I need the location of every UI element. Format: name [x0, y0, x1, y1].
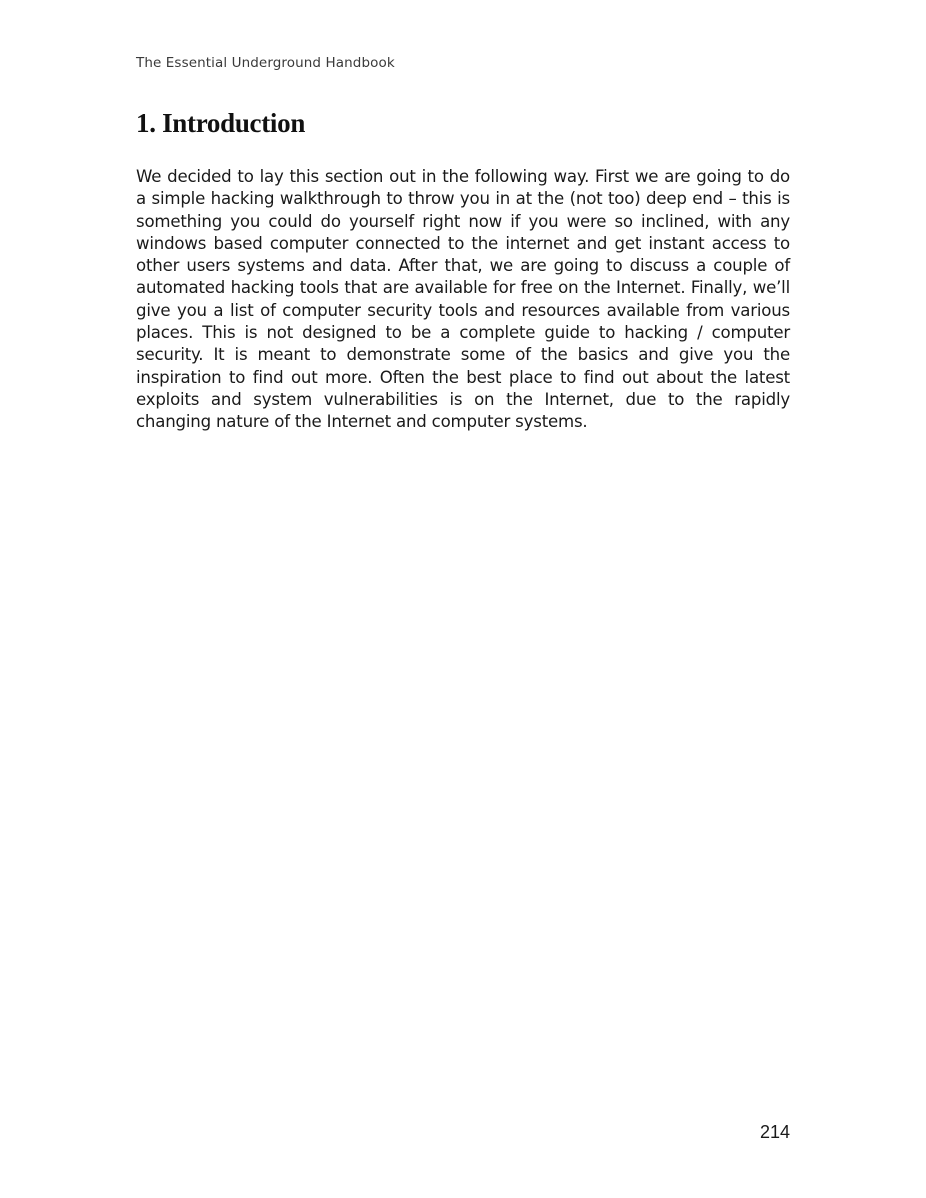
- page-number: 214: [759, 1122, 790, 1142]
- running-header: The Essential Underground Handbook: [136, 55, 395, 71]
- body-paragraph: We decided to lay this section out in the following way. First we are going to do a simple hacking walkthrough to throw you in at the (not too) deep end – this is something you could do yourself right now if you were so inclined, with any windows based computer connected to the internet and get instant access to other users systems and data. After that, we are going to discuss a couple of automated hacking tools that are available for free on the Internet. Finally, we’ll give you a list of computer security tools and resources available from various places. This is not designed to be a complete guide to hacking / computer security. It is meant to demonstrate some of the basics and give you the inspiration to find out more. Often the best place to find out about the latest exploits and system vulnerabilities is on the Internet, due to the rapidly changing nature of the Internet and computer systems.: [136, 167, 790, 432]
- section-title: 1. Introduction: [136, 108, 306, 138]
